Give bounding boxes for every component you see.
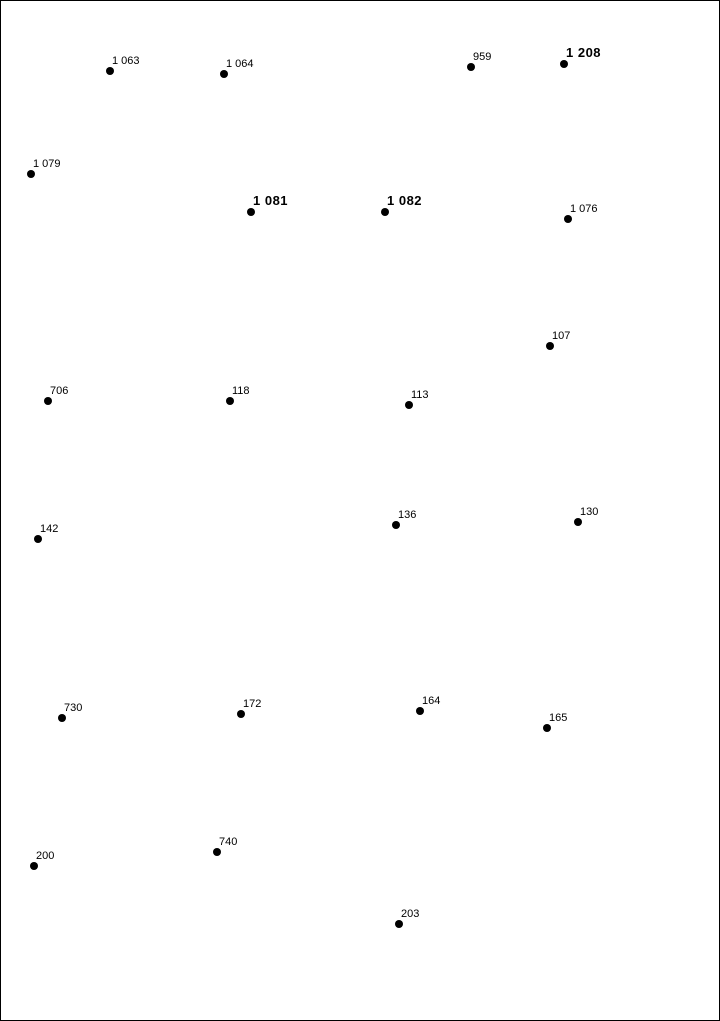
point-marker xyxy=(574,518,582,526)
point-marker xyxy=(30,862,38,870)
point-marker xyxy=(237,710,245,718)
point-marker xyxy=(247,208,255,216)
point-label: 1 076 xyxy=(570,203,598,215)
point-label: 118 xyxy=(232,385,250,397)
point-marker xyxy=(467,63,475,71)
point-marker xyxy=(58,714,66,722)
point-label: 1 064 xyxy=(226,58,254,70)
point-marker xyxy=(395,920,403,928)
point-marker xyxy=(543,724,551,732)
point-marker xyxy=(416,707,424,715)
point-marker xyxy=(34,535,42,543)
point-marker xyxy=(560,60,568,68)
point-label: 959 xyxy=(473,51,492,63)
point-label: 130 xyxy=(580,506,599,518)
point-label: 165 xyxy=(549,712,568,724)
point-label: 172 xyxy=(243,698,262,710)
point-marker xyxy=(27,170,35,178)
point-label: 164 xyxy=(422,695,441,707)
point-label: 200 xyxy=(36,850,55,862)
point-label: 730 xyxy=(64,702,83,714)
point-label: 740 xyxy=(219,836,238,848)
point-label: 203 xyxy=(401,908,420,920)
point-marker xyxy=(392,521,400,529)
point-marker xyxy=(546,342,554,350)
point-label: 107 xyxy=(552,330,571,342)
point-label: 1 208 xyxy=(566,45,602,60)
point-marker xyxy=(226,397,234,405)
point-label: 142 xyxy=(40,523,59,535)
point-label: 113 xyxy=(411,389,429,401)
point-marker xyxy=(220,70,228,78)
point-marker xyxy=(106,67,114,75)
point-label: 1 081 xyxy=(253,193,289,208)
point-label: 136 xyxy=(398,509,417,521)
point-marker xyxy=(213,848,221,856)
point-marker xyxy=(381,208,389,216)
point-label: 706 xyxy=(50,385,69,397)
point-marker xyxy=(564,215,572,223)
point-marker xyxy=(44,397,52,405)
point-label: 1 082 xyxy=(387,193,423,208)
point-marker xyxy=(405,401,413,409)
point-label: 1 079 xyxy=(33,158,61,170)
point-label: 1 063 xyxy=(112,55,140,67)
